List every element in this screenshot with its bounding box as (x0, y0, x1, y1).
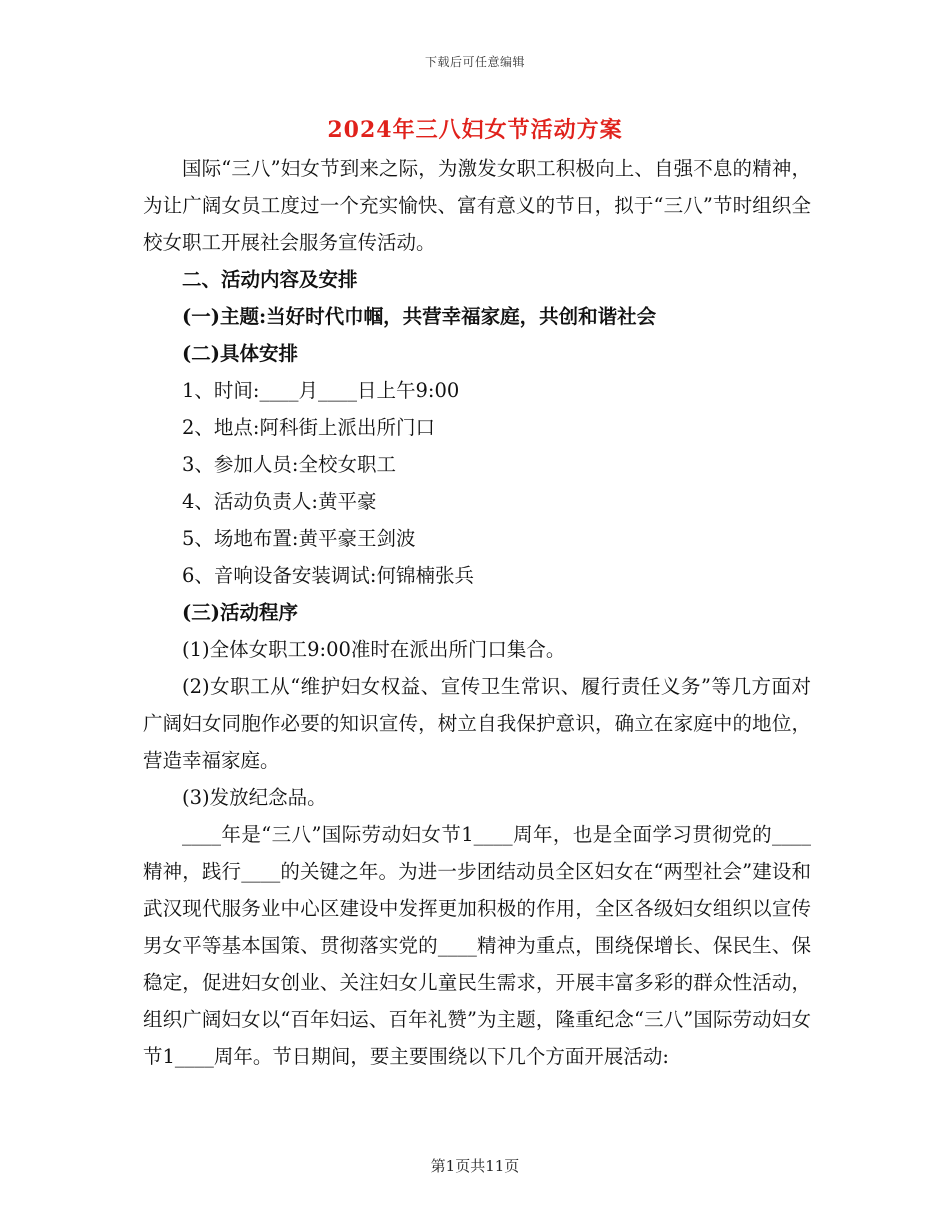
arrangement-item: 6、音响设备安装调试:何锦楠张兵 (182, 564, 474, 587)
subsection-procedure-heading: (三)活动程序 (182, 601, 298, 624)
document-title: 2024年三八妇女节活动方案 (327, 117, 623, 143)
arrangement-item: 2、地点:阿科街上派出所门口 (182, 416, 435, 439)
arrangement-item: 4、活动负责人:黄平豪 (182, 490, 377, 513)
arrangement-item: 5、场地布置:黄平豪王剑波 (182, 527, 416, 550)
procedure-step: (2)女职工从“维护妇女权益、宣传卫生常识、履行责任义务”等几方面对广阔妇女同胞作必要的知识宣传，树立自我保护意识，确立在家庭中的地位，营造幸福家庭。 (143, 675, 811, 772)
arrangement-item: 1、时间:____月____日上午9:00 (182, 379, 460, 402)
procedure-step: (1)全体女职工9:00准时在派出所门口集合。 (182, 638, 566, 661)
subsection-theme-heading: (一)主题:当好时代巾帼，共营幸福家庭，共创和谐社会 (182, 305, 657, 328)
page-footer: 第1页共11页 (430, 1157, 520, 1175)
arrangement-item: 3、参加人员:全校女职工 (182, 453, 396, 476)
subsection-arrangement-heading: (二)具体安排 (182, 342, 298, 365)
section-heading: 二、活动内容及安排 (182, 268, 358, 291)
closing-paragraph: ____年是“三八”国际劳动妇女节1____周年，也是全面学习贯彻党的____精神，践行____的关键之年。为进一步团结动员全区妇女在“两型社会”建设和武汉现代服务业中心区建设中发挥更加积极的作用，全区各级妇女组织以宣传男女平等基本国策、贯彻落实党的____精神为重点，围绕保增长、保民生、保稳定，促进妇女创业、关注妇女儿童民生需求，开展丰富多彩的群众性活动，组织广阔妇女以“百年妇运、百年礼赞”为主题，隆重纪念“三八”国际劳动妇女节1____周年。节日期间，要主要围绕以下几个方面开展活动: (143, 823, 811, 1068)
document-body (143, 150, 811, 1075)
intro-paragraph: 国际“三八”妇女节到来之际，为激发女职工积极向上、自强不息的精神，为让广阔女员工度过一个充实愉快、富有意义的节日，拟于“三八”节时组织全校女职工开展社会服务宣传活动。 (143, 157, 811, 254)
header-note: 下载后可任意编辑 (424, 55, 525, 69)
procedure-step: (3)发放纪念品。 (182, 786, 327, 809)
